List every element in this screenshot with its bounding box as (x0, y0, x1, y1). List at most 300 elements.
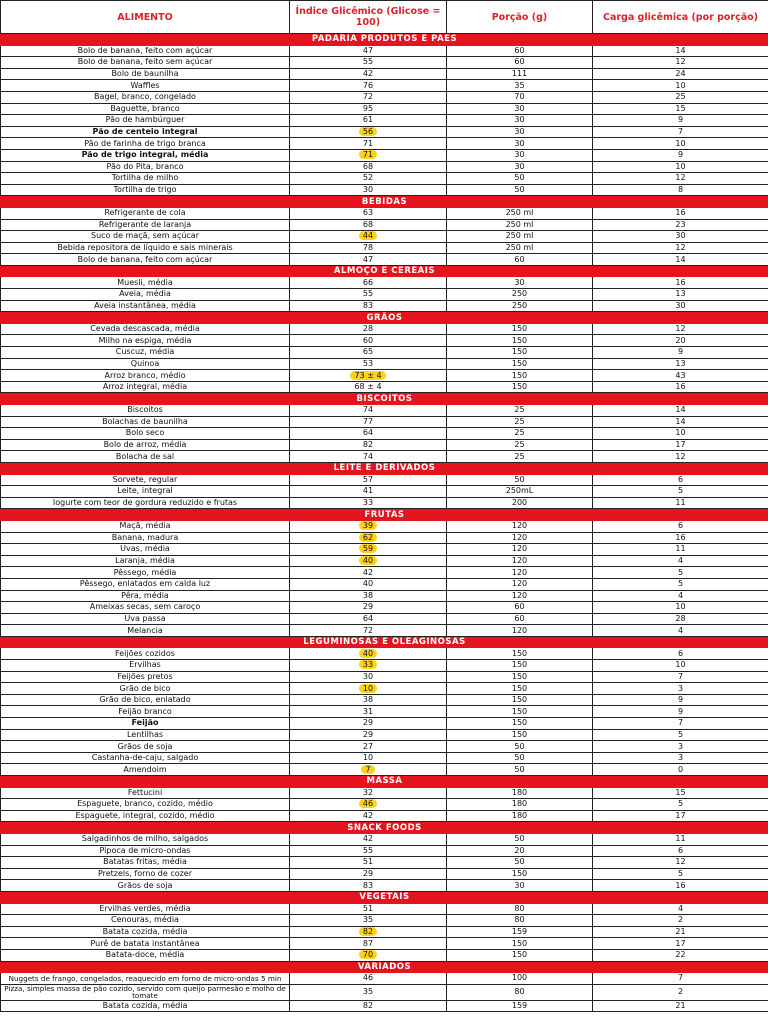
food-cell: Refrigerante de cola (1, 207, 290, 219)
portion-cell: 30 (447, 115, 593, 127)
portion-cell: 60 (447, 45, 593, 57)
load-cell: 21 (593, 926, 768, 938)
table-row (1, 103, 768, 115)
load-cell: 30 (593, 300, 768, 312)
table-row (1, 949, 768, 961)
load-cell: 25 (593, 91, 768, 103)
gi-cell: 42 (290, 567, 447, 579)
load-cell: 15 (593, 787, 768, 799)
food-cell: Pão de centeio integral (1, 126, 290, 138)
portion-cell: 25 (447, 416, 593, 428)
portion-cell: 150 (447, 358, 593, 370)
food-cell: Pão do Pita, branco (1, 161, 290, 173)
portion-cell: 50 (447, 764, 593, 776)
gi-cell: 95 (290, 103, 447, 115)
table-row (1, 857, 768, 869)
load-cell: 9 (593, 149, 768, 161)
food-cell: Batata cozida, média (1, 926, 290, 938)
food-cell: Batata cozida, média (1, 1000, 290, 1012)
gi-cell: 10 (290, 752, 447, 764)
highlighted-value: 73 ± 4 (350, 371, 385, 380)
section-title: PADARIA PRODUTOS E PÃES (1, 34, 768, 46)
table-row (1, 207, 768, 219)
portion-cell: 150 (447, 694, 593, 706)
gi-cell: 29 (290, 729, 447, 741)
load-cell: 12 (593, 857, 768, 869)
gi-cell: 51 (290, 903, 447, 915)
highlighted-value: 7 (361, 765, 374, 774)
food-cell: Pizza, simples massa de pão cozido, servido com queijo parmesão e molho de tomate (1, 984, 290, 1000)
portion-cell: 250 (447, 289, 593, 301)
load-cell: 16 (593, 207, 768, 219)
gi-cell (290, 648, 447, 660)
section-title: BISCOITOS (1, 393, 768, 405)
food-cell: Espaguete, branco, cozido, médio (1, 799, 290, 811)
food-cell: Grãos de soja (1, 880, 290, 892)
table-row (1, 497, 768, 509)
section-title: LEITE E DERIVADOS (1, 462, 768, 474)
section-title: VARIADOS (1, 961, 768, 973)
portion-cell: 30 (447, 161, 593, 173)
load-cell: 14 (593, 254, 768, 266)
gi-cell: 46 (290, 973, 447, 985)
portion-cell: 180 (447, 810, 593, 822)
gi-cell: 29 (290, 868, 447, 880)
table-row (1, 219, 768, 231)
portion-cell: 250 ml (447, 231, 593, 243)
food-cell: Pêssego, média (1, 567, 290, 579)
food-cell: Aveia, média (1, 289, 290, 301)
load-cell: 3 (593, 752, 768, 764)
load-cell: 4 (593, 625, 768, 637)
section-header (1, 822, 768, 834)
table-row (1, 486, 768, 498)
gi-cell: 32 (290, 787, 447, 799)
gi-cell (290, 764, 447, 776)
gi-cell: 65 (290, 347, 447, 359)
food-cell: Amendoim (1, 764, 290, 776)
food-cell: Cenouras, média (1, 915, 290, 927)
table-body (1, 34, 768, 1012)
table-row (1, 474, 768, 486)
portion-cell: 80 (447, 903, 593, 915)
load-cell: 10 (593, 138, 768, 150)
highlighted-value: 33 (359, 660, 377, 669)
gi-cell: 55 (290, 845, 447, 857)
portion-cell: 60 (447, 613, 593, 625)
table-row (1, 428, 768, 440)
table-row (1, 149, 768, 161)
food-cell: Aveia instantânea, média (1, 300, 290, 312)
table-row (1, 567, 768, 579)
portion-cell: 120 (447, 578, 593, 590)
highlighted-value: 40 (359, 649, 377, 658)
food-cell: Melancia (1, 625, 290, 637)
portion-cell: 50 (447, 184, 593, 196)
table-row (1, 544, 768, 556)
food-cell: Feijão (1, 718, 290, 730)
gi-cell (290, 126, 447, 138)
gi-cell: 42 (290, 810, 447, 822)
table-row (1, 938, 768, 950)
load-cell: 16 (593, 532, 768, 544)
gi-cell: 78 (290, 242, 447, 254)
section-title: ALMOÇO E CEREAIS (1, 265, 768, 277)
table-row (1, 602, 768, 614)
food-cell: Cuscuz, média (1, 347, 290, 359)
portion-cell: 30 (447, 277, 593, 289)
food-cell: Muesli, média (1, 277, 290, 289)
gi-cell (290, 231, 447, 243)
load-cell: 12 (593, 57, 768, 69)
load-cell: 3 (593, 683, 768, 695)
portion-cell: 159 (447, 1000, 593, 1012)
section-title: GRÃOS (1, 312, 768, 324)
load-cell: 30 (593, 231, 768, 243)
gi-cell: 28 (290, 323, 447, 335)
load-cell: 24 (593, 68, 768, 80)
table-row (1, 138, 768, 150)
gi-cell: 83 (290, 880, 447, 892)
section-header (1, 34, 768, 46)
gi-cell: 42 (290, 68, 447, 80)
table-row (1, 764, 768, 776)
section-header (1, 312, 768, 324)
food-cell: Purê de batata instantânea (1, 938, 290, 950)
portion-cell: 25 (447, 439, 593, 451)
food-cell: Bolo de banana, feito com açúcar (1, 45, 290, 57)
food-cell: Sorvete, regular (1, 474, 290, 486)
load-cell: 5 (593, 486, 768, 498)
gi-cell: 64 (290, 613, 447, 625)
load-cell: 9 (593, 706, 768, 718)
portion-cell: 35 (447, 80, 593, 92)
gi-cell (290, 799, 447, 811)
food-cell: Bebida repositora de líquido e sais minerais (1, 242, 290, 254)
gi-cell: 61 (290, 115, 447, 127)
food-cell: Tortilha de milho (1, 173, 290, 185)
portion-cell: 60 (447, 602, 593, 614)
table-row (1, 833, 768, 845)
food-cell: Bolo seco (1, 428, 290, 440)
section-header (1, 891, 768, 903)
gi-cell: 87 (290, 938, 447, 950)
portion-cell: 250mL (447, 486, 593, 498)
table-row (1, 590, 768, 602)
load-cell: 14 (593, 405, 768, 417)
load-cell: 28 (593, 613, 768, 625)
food-cell: Pão de hambúrguer (1, 115, 290, 127)
portion-cell: 150 (447, 323, 593, 335)
food-cell: Cevada descascada, média (1, 323, 290, 335)
food-cell: Pretzels, forno de cozer (1, 868, 290, 880)
food-cell: Grão de bico (1, 683, 290, 695)
load-cell: 4 (593, 555, 768, 567)
portion-cell: 180 (447, 799, 593, 811)
food-cell: Arroz integral, média (1, 381, 290, 393)
highlighted-value: 59 (359, 544, 377, 553)
gi-cell: 55 (290, 57, 447, 69)
table-row (1, 532, 768, 544)
load-cell: 6 (593, 648, 768, 660)
table-row (1, 613, 768, 625)
table-row (1, 845, 768, 857)
table-row (1, 625, 768, 637)
table-row (1, 799, 768, 811)
portion-cell: 159 (447, 926, 593, 938)
food-cell: Bolo de banana, feito com açúcar (1, 254, 290, 266)
gi-cell: 47 (290, 254, 447, 266)
food-cell: Arroz branco, médio (1, 370, 290, 382)
table-row (1, 555, 768, 567)
load-cell: 43 (593, 370, 768, 382)
portion-cell: 50 (447, 857, 593, 869)
portion-cell: 250 ml (447, 207, 593, 219)
table-row (1, 706, 768, 718)
gi-cell: 41 (290, 486, 447, 498)
load-cell: 5 (593, 567, 768, 579)
food-cell: Leite, integral (1, 486, 290, 498)
gi-cell: 66 (290, 277, 447, 289)
table-row (1, 729, 768, 741)
gi-cell (290, 555, 447, 567)
food-cell: Laranja, média (1, 555, 290, 567)
load-cell: 2 (593, 915, 768, 927)
food-cell: Castanha-de-caju, salgado (1, 752, 290, 764)
portion-cell: 120 (447, 555, 593, 567)
load-cell: 11 (593, 833, 768, 845)
load-cell: 6 (593, 520, 768, 532)
load-cell: 0 (593, 764, 768, 776)
portion-cell: 120 (447, 544, 593, 556)
food-cell: Waffles (1, 80, 290, 92)
portion-cell: 120 (447, 625, 593, 637)
section-header (1, 393, 768, 405)
table-row (1, 926, 768, 938)
load-cell: 7 (593, 126, 768, 138)
table-row (1, 915, 768, 927)
table-row (1, 277, 768, 289)
load-cell: 11 (593, 497, 768, 509)
section-title: BEBIDAS (1, 196, 768, 208)
portion-cell: 30 (447, 149, 593, 161)
load-cell: 5 (593, 729, 768, 741)
gi-cell: 71 (290, 138, 447, 150)
highlighted-value: 71 (359, 150, 377, 159)
section-header (1, 462, 768, 474)
food-cell: Bagel, branco, congelado (1, 91, 290, 103)
food-cell: Pão de farinha de trigo branca (1, 138, 290, 150)
portion-cell: 150 (447, 949, 593, 961)
table-row (1, 671, 768, 683)
portion-cell: 50 (447, 474, 593, 486)
portion-cell: 120 (447, 520, 593, 532)
load-cell: 9 (593, 694, 768, 706)
gi-cell (290, 520, 447, 532)
load-cell: 10 (593, 161, 768, 173)
section-header (1, 196, 768, 208)
highlighted-value: 40 (359, 556, 377, 565)
gi-cell (290, 949, 447, 961)
table-row (1, 242, 768, 254)
food-cell: Grãos de soja (1, 741, 290, 753)
food-cell: Bolo de baunilha (1, 68, 290, 80)
portion-cell: 50 (447, 173, 593, 185)
gi-cell: 72 (290, 91, 447, 103)
table-row (1, 752, 768, 764)
table-row (1, 1000, 768, 1012)
portion-cell: 60 (447, 254, 593, 266)
load-cell: 9 (593, 347, 768, 359)
portion-cell: 200 (447, 497, 593, 509)
table-row (1, 323, 768, 335)
highlighted-value: 44 (359, 231, 377, 240)
load-cell: 3 (593, 741, 768, 753)
food-cell: Milho na espiga, média (1, 335, 290, 347)
portion-cell: 150 (447, 718, 593, 730)
gi-cell (290, 683, 447, 695)
table-row (1, 45, 768, 57)
portion-cell: 150 (447, 683, 593, 695)
table-row (1, 405, 768, 417)
load-cell: 6 (593, 474, 768, 486)
food-cell: Quinoa (1, 358, 290, 370)
food-cell: Uva passa (1, 613, 290, 625)
portion-cell: 150 (447, 938, 593, 950)
table-row (1, 126, 768, 138)
food-cell: Uvas, média (1, 544, 290, 556)
portion-cell: 150 (447, 671, 593, 683)
food-cell: Pêssego, enlatados em calda luz (1, 578, 290, 590)
portion-cell: 30 (447, 138, 593, 150)
gi-cell: 76 (290, 80, 447, 92)
portion-cell: 150 (447, 381, 593, 393)
food-cell: Maçã, média (1, 520, 290, 532)
highlighted-value: 70 (359, 950, 377, 959)
gi-cell (290, 532, 447, 544)
load-cell: 22 (593, 949, 768, 961)
table-row (1, 416, 768, 428)
table-row (1, 578, 768, 590)
header-portion: Porção (g) (447, 1, 593, 34)
load-cell: 15 (593, 103, 768, 115)
portion-cell: 70 (447, 91, 593, 103)
table-row (1, 718, 768, 730)
food-cell: Feijões cozidos (1, 648, 290, 660)
table-row (1, 57, 768, 69)
food-cell: Bolo de arroz, média (1, 439, 290, 451)
portion-cell: 80 (447, 915, 593, 927)
highlighted-value: 10 (359, 684, 377, 693)
table-row (1, 80, 768, 92)
gi-cell: 68 (290, 161, 447, 173)
food-cell: Refrigerante de laranja (1, 219, 290, 231)
portion-cell: 20 (447, 845, 593, 857)
gi-cell: 31 (290, 706, 447, 718)
food-cell: Banana, madura (1, 532, 290, 544)
load-cell: 2 (593, 984, 768, 1000)
table-row (1, 300, 768, 312)
portion-cell: 50 (447, 833, 593, 845)
load-cell: 7 (593, 973, 768, 985)
section-header (1, 265, 768, 277)
load-cell: 12 (593, 242, 768, 254)
load-cell: 7 (593, 671, 768, 683)
table-row (1, 370, 768, 382)
portion-cell: 120 (447, 567, 593, 579)
load-cell: 17 (593, 938, 768, 950)
load-cell: 5 (593, 578, 768, 590)
table-row (1, 381, 768, 393)
food-cell: Fettucini (1, 787, 290, 799)
gi-cell: 82 (290, 1000, 447, 1012)
gi-cell (290, 660, 447, 672)
gi-cell: 51 (290, 857, 447, 869)
portion-cell: 60 (447, 57, 593, 69)
load-cell: 10 (593, 80, 768, 92)
gi-cell: 64 (290, 428, 447, 440)
portion-cell: 25 (447, 405, 593, 417)
gi-cell: 57 (290, 474, 447, 486)
table-row (1, 68, 768, 80)
gi-cell: 35 (290, 984, 447, 1000)
portion-cell: 250 (447, 300, 593, 312)
food-cell: Espaguete, integral, cozido, médio (1, 810, 290, 822)
gi-cell: 33 (290, 497, 447, 509)
highlighted-value: 62 (359, 533, 377, 542)
highlighted-value: 39 (359, 521, 377, 530)
portion-cell: 30 (447, 103, 593, 115)
gi-cell: 35 (290, 915, 447, 927)
portion-cell: 25 (447, 428, 593, 440)
section-title: VEGETAIS (1, 891, 768, 903)
gi-cell (290, 149, 447, 161)
gi-cell: 47 (290, 45, 447, 57)
table-row (1, 694, 768, 706)
gi-cell: 74 (290, 451, 447, 463)
load-cell: 20 (593, 335, 768, 347)
load-cell: 23 (593, 219, 768, 231)
load-cell: 21 (593, 1000, 768, 1012)
gi-cell: 42 (290, 833, 447, 845)
gi-cell: 38 (290, 590, 447, 602)
table-row (1, 683, 768, 695)
gi-cell: 38 (290, 694, 447, 706)
table-row (1, 439, 768, 451)
section-title: LEGUMINOSAS E OLEAGINOSAS (1, 636, 768, 648)
gi-cell: 27 (290, 741, 447, 753)
section-header (1, 776, 768, 788)
load-cell: 17 (593, 439, 768, 451)
load-cell: 10 (593, 660, 768, 672)
gi-cell (290, 370, 447, 382)
portion-cell: 111 (447, 68, 593, 80)
gi-cell: 68 ± 4 (290, 381, 447, 393)
food-cell: Salgadinhos de milho, salgados (1, 833, 290, 845)
load-cell: 10 (593, 428, 768, 440)
table-row (1, 903, 768, 915)
load-cell: 9 (593, 115, 768, 127)
section-header (1, 961, 768, 973)
load-cell: 12 (593, 323, 768, 335)
portion-cell: 150 (447, 335, 593, 347)
food-cell: Pipoca de micro-ondas (1, 845, 290, 857)
gi-cell (290, 926, 447, 938)
gi-cell: 55 (290, 289, 447, 301)
load-cell: 16 (593, 880, 768, 892)
gi-cell: 30 (290, 671, 447, 683)
load-cell: 4 (593, 590, 768, 602)
